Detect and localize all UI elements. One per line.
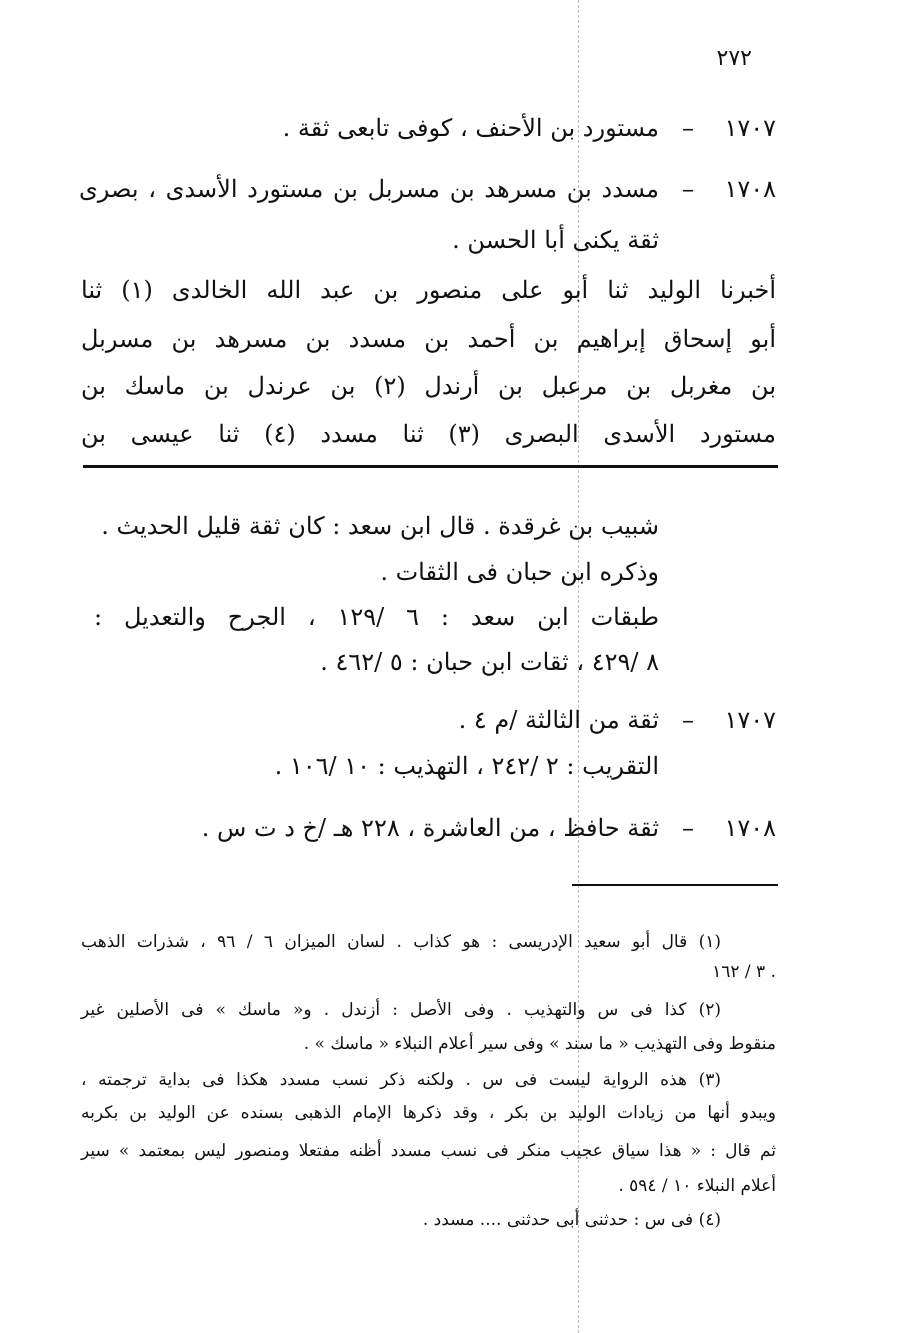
isnad-line: مستورد الأسدى البصرى (٣) ثنا مسدد (٤) ثنا عيسى بن	[81, 420, 776, 448]
isnad-line: بن مغربل بن مرعبل بن أرندل (٢) بن عرندل بن ماسك بن	[81, 372, 777, 400]
footnote-line: (٢) كذا فى س والتهذيب . وفى الأصل : أزندل . و« ماسك » فى الأصلين غير	[81, 1000, 721, 1020]
commentary-line: ثقة من الثالثة /م ٤ .	[458, 706, 659, 734]
footnote-line: (١) قال أبو سعيد الإدريسى : هو كذاب . لسان الميزان ٦ / ٩٦ ، شذرات الذهب	[81, 932, 721, 952]
entry-number: ١٧٠٨	[724, 175, 776, 203]
isnad-line: أبو إسحاق إبراهيم بن أحمد بن مسدد بن مسرهد بن مسربل	[81, 325, 776, 353]
footnote-separator	[572, 884, 778, 886]
commentary-line: شبيب بن غرقدة . قال ابن سعد : كان ثقة قليل الحديث .	[101, 512, 659, 540]
commentary-line: ثقة حافظ ، من العاشرة ، ٢٢٨ هـ /خ د ت س .	[201, 814, 659, 842]
footnote-line: منقوط وفى التهذيب « ما سند » وفى سير أعلام النبلاء « ماسك » .	[303, 1034, 776, 1054]
entry-dash: –	[682, 114, 694, 142]
footnote-line: أعلام النبلاء ١٠ / ٥٩٤ .	[618, 1176, 776, 1196]
entry-number: ١٧٠٧	[724, 114, 776, 142]
entry-number: ١٧٠٨	[724, 814, 776, 842]
page-number: ٢٧٢	[716, 46, 752, 71]
footnote-line: (٣) هذه الرواية ليست فى س . ولكنه ذكر نسب مسدد هكذا فى بداية ترجمته ،	[81, 1070, 721, 1090]
entry-dash: –	[682, 175, 694, 203]
footnote-line: ثم قال : « هذا سياق عجيب منكر فى نسب مسدد أظنه مفتعلا ومنصور ليس بمعتمد » سير	[81, 1141, 776, 1161]
commentary-line: وذكره ابن حبان فى الثقات .	[380, 558, 659, 586]
isnad-line: أخبرنا الوليد ثنا أبو على منصور بن عبد الله الخالدى (١) ثنا	[81, 276, 776, 304]
footnote-line: (٤) فى س : حدثنى أبى حدثنى .... مسدد .	[422, 1210, 721, 1230]
entry-dash: –	[682, 706, 694, 734]
entry-text: مسدد بن مسرهد بن مسربل بن مستورد الأسدى ، بصرى	[79, 175, 659, 203]
commentary-line: التقريب : ٢ /٢٤٢ ، التهذيب : ١٠ /١٠٦ .	[274, 752, 659, 780]
footnote-line: ٣ / ١٦٢ .	[712, 962, 776, 982]
commentary-line: طبقات ابن سعد : ٦ /١٢٩ ، الجرح والتعديل :	[94, 603, 659, 631]
commentary-line: ٨ /٤٢٩ ، ثقات ابن حبان : ٥ /٤٦٢ .	[320, 648, 659, 676]
entry-dash: –	[682, 814, 694, 842]
section-divider	[83, 465, 778, 468]
footnote-line: ويبدو أنها من زيادات الوليد بن بكر ، وقد ذكرها الإمام الذهبى بسنده عن الوليد بن بكربه	[81, 1103, 776, 1123]
entry-text: مستورد بن الأحنف ، كوفى تابعى ثقة .	[282, 114, 659, 142]
entry-text: ثقة يكنى أبا الحسن .	[452, 226, 659, 254]
entry-number: ١٧٠٧	[724, 706, 776, 734]
